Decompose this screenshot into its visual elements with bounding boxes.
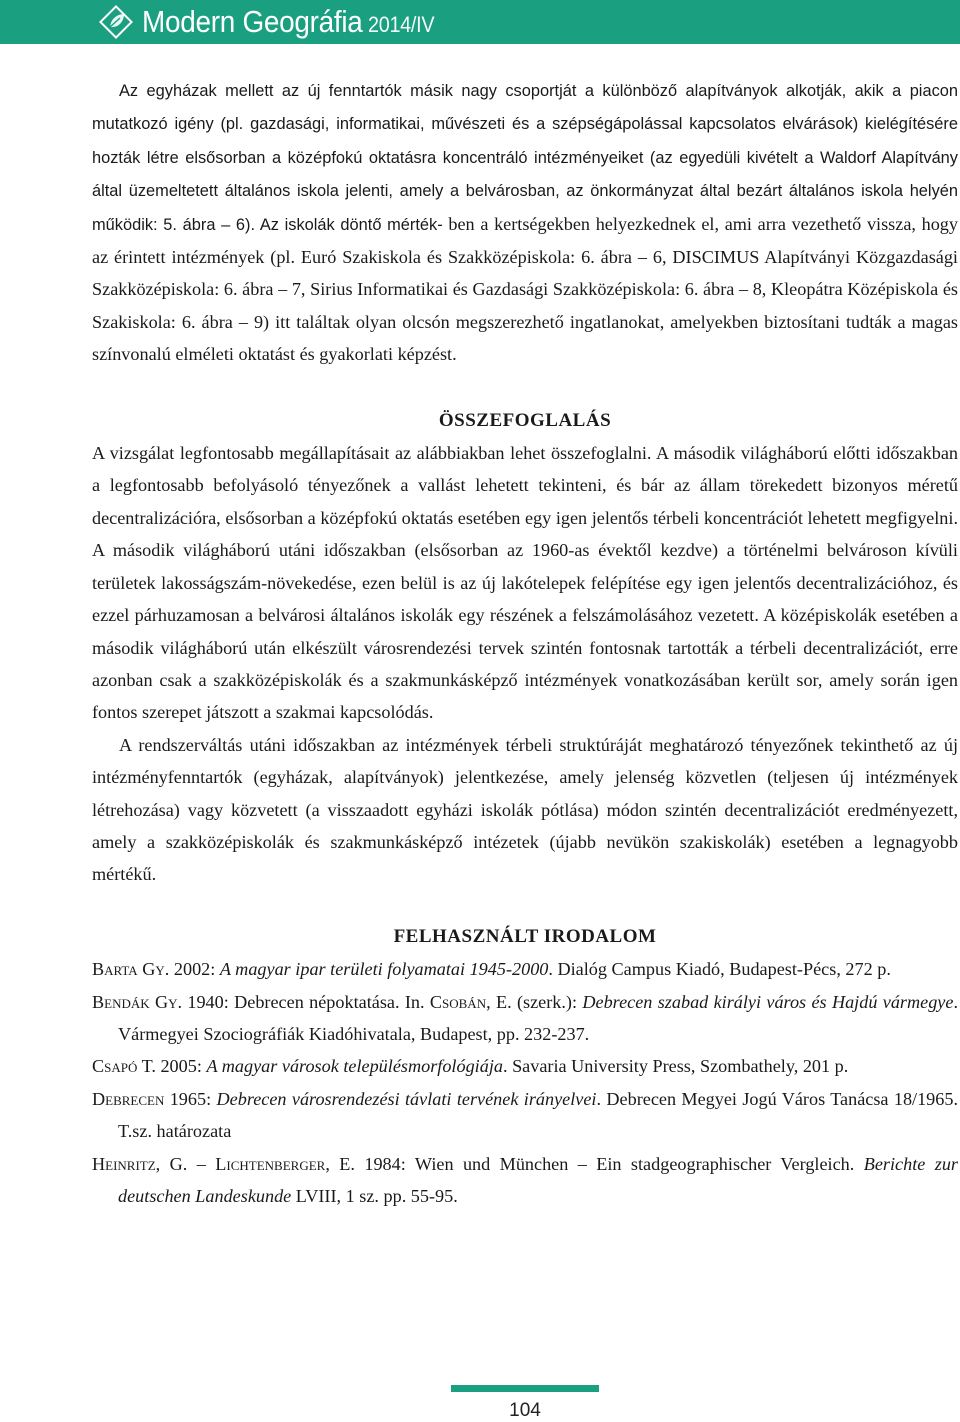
article-body: [92, 74, 958, 1212]
journal-header: [0, 0, 960, 44]
reference-item: [92, 986, 958, 1051]
reference-publisher: . Dialóg Campus Kiadó, Budapest-Pécs, 272 p.: [548, 959, 891, 980]
reference-publisher: . Vármegyei Szociográfiák Kiadóhivatala, Budapest, pp. 232-237.: [118, 991, 958, 1044]
reference-author: Csapó T.: [92, 1056, 156, 1077]
reference-item: [92, 1050, 958, 1082]
reference-author-2: Lichtenberger, E.: [215, 1153, 355, 1174]
reference-year: 1984:: [354, 1153, 415, 1174]
reference-item: [92, 1148, 958, 1213]
reference-author: Debrecen: [92, 1088, 165, 1109]
reference-author: Bendák Gy.: [92, 991, 183, 1012]
reference-author-separator: –: [187, 1153, 216, 1174]
reference-chapter: Wien und München – Ein stadgeographischer Vergleich.: [414, 1153, 864, 1174]
reference-year: 2005:: [155, 1056, 207, 1077]
reference-editor-note: (szerk.):: [511, 991, 583, 1012]
reference-year: 2002:: [169, 959, 220, 980]
reference-year: 1940:: [182, 991, 235, 1012]
summary-paragraph-2: A rendszerváltás utáni időszakban az intézmények térbeli struktúráját meghatározó tényezőnek tekinthető az új intézményfenntartók (egyházak, alapítványok) jelentkezése, amely jelenség közvetlen (teljesen új intézmények létrehozása) vagy közvetett (a visszaadott egyházi iskolák pótlása) módon szintén decentralizációt eredményezett, amely a szakközépiskolák és szakmunkásképző intézetek (újabb nevükön szakiskolák) esetében a legnagyobb mértékű.: [92, 734, 958, 885]
reference-publisher: . Debrecen Megyei Jogú Város Tanácsa 18/1965. T.sz. határozata: [118, 1088, 959, 1142]
reference-title: A magyar városok településmorfológiája: [206, 1056, 503, 1077]
paragraph-foundations-part1: Az egyházak mellett az új fenntartók másik nagy csoportját a különböző alapítványok alkotják, akik a piacon mutatkozó igény (pl. gazdasági, informatikai, művészeti és a szépségápolással kapcsolatos elvárások) kielégítésére hozták létre elsősorban a középfokú oktatásra koncentráló intézményeiket (az egyedüli kivételt a Waldorf Alapítvány által üzemeltetett általános iskola jelenti, amely a belvárosban, az önkormányzat által bezárt általános iskola helyén működik: 5. ábra – 6). Az iskolák döntő mérték-: [92, 82, 958, 234]
reference-editor: Csobán, E.: [429, 991, 512, 1012]
journal-title: [142, 4, 434, 40]
reference-chapter: Debrecen népoktatása. In.: [234, 991, 430, 1012]
page-number: 104: [509, 1400, 541, 1421]
journal-issue: 2014/IV: [367, 12, 435, 37]
reference-title: A magyar ipar területi folyamatai 1945-2000: [219, 959, 549, 980]
reference-item: [92, 1083, 958, 1148]
leaf-logo-icon: [98, 4, 134, 40]
footer-accent-bar: [451, 1385, 599, 1392]
summary-heading: ÖSSZEFOGLALÁS: [438, 409, 612, 431]
paragraph-foundations: [92, 74, 958, 371]
reference-title: Debrecen szabad királyi város és Hajdú vármegye: [582, 991, 954, 1012]
references-heading: FELHASZNÁLT IRODALOM: [393, 925, 657, 947]
reference-publisher: LVIII, 1 sz. pp. 55-95.: [291, 1186, 458, 1206]
summary-paragraph-1: A vizsgálat legfontosabb megállapításait az alábbiakban lehet összefoglalni. A második világháború előtti időszakban a legfontosabb befolyásoló tényezőnek a vallást lehetett tekinteni, és bár az állam törekedett bizonyos méretű decentralizációra, elsősorban a középfokú oktatás esetében egy igen jelentős térbeli koncentrációt lehetett megfigyelni. A második világháború utáni időszakban (elsősorban az 1960-as évektől kezdve) a történelmi belvároson kívüli területek lakosságszám-növekedése, ezen belül is az új lakótelepek felépítése egy igen jelentős decentralizációhoz, és ezzel párhuzamosan a belvárosi általános iskolák egy részének a felszámolásához vezetett. A középiskolák esetében a második világháború után elkészült városrendezési tervek szintén fontosnak tartották a térbeli decentralizációt, erre azonban csak a szakközépiskolák és a szakmunkásképző intézmények vonatkozásában került sor, amely során igen fontos szerepet játszott a szakmai kapcsolódás.: [92, 443, 958, 723]
reference-author: Heinritz, G.: [92, 1153, 188, 1174]
paragraph-foundations-part2: ben a kertségekben helyezkednek el, ami arra vezethető vissza, hogy az érintett intézmények (pl. Euró Szakiskola és Szakközépiskola: 6. ábra – 6, DISCIMUS Alapítványi Közgazdasági Szakközépiskola: 6. ábra – 7, Sirius Informatikai és Gazdasági Szakközépiskola: 6. ábra – 8, Kleopátra Középiskola és Szakiskola: 6. ábra – 9) itt találtak olyan olcsón megszerezhető ingatlanokat, amelyekben biztosítani tudták a magas színvonalú elméleti oktatást és gyakorlati képzést.: [92, 213, 958, 365]
journal-name: Modern Geográfia: [142, 4, 363, 39]
reference-title: Debrecen városrendezési távlati tervének irányelvei: [216, 1088, 597, 1109]
reference-year: 1965:: [164, 1088, 217, 1109]
reference-publisher: . Savaria University Press, Szombathely, 201 p.: [502, 1056, 849, 1077]
reference-title: Berichte zur deutschen Landeskunde: [118, 1153, 959, 1206]
reference-item: [92, 953, 958, 985]
reference-author: Barta Gy.: [92, 959, 170, 980]
